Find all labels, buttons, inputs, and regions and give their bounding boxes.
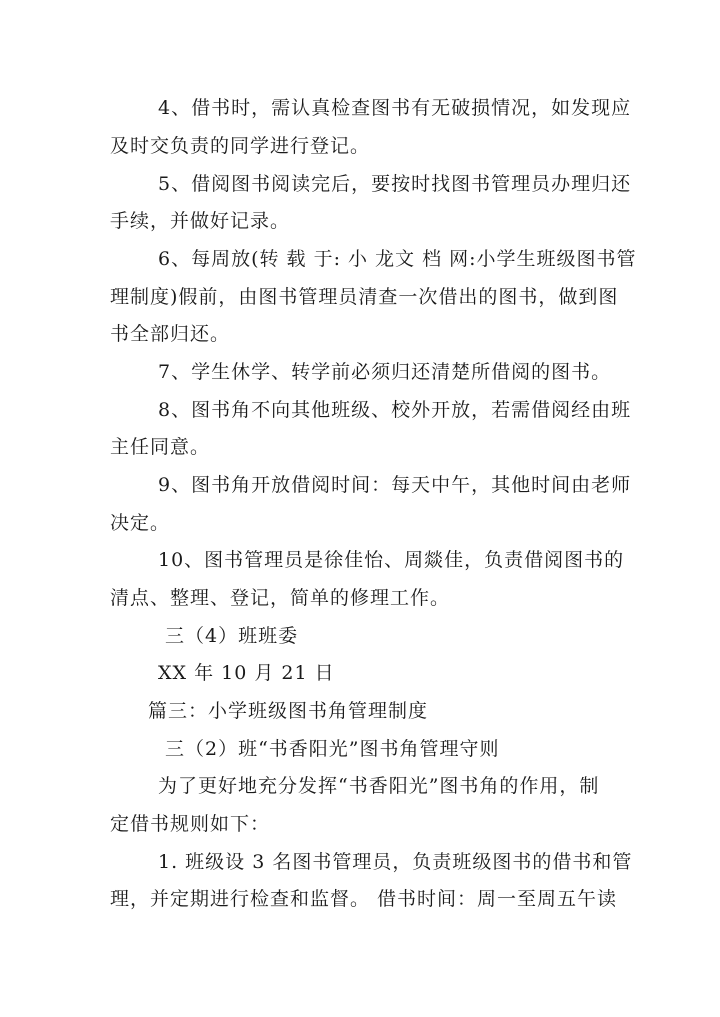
section-subheading: 三（2）班“书香阳光”图书角管理守则: [165, 738, 500, 760]
paragraph-line: 理，并定期进行检查和监督。 借书时间：周一至周五午读: [110, 888, 618, 910]
paragraph-line: 8、图书角不向其他班级、校外开放，若需借阅经由班: [158, 399, 632, 421]
paragraph-line: 清点、整理、登记，简单的修理工作。: [110, 587, 451, 609]
paragraph-line: 5、借阅图书阅读完后，要按时找图书管理员办理归还: [158, 173, 632, 195]
section-heading: 篇三：小学班级图书角管理制度: [148, 700, 429, 722]
paragraph-line: 书全部归还。: [110, 323, 231, 345]
paragraph-line: 1. 班级设 3 名图书管理员，负责班级图书的借书和管: [158, 851, 633, 873]
paragraph-line: 理制度)假前，由图书管理员清查一次借出的图书，做到图: [110, 286, 619, 308]
paragraph-line: 7、学生休学、转学前必须归还清楚所借阅的图书。: [158, 361, 612, 383]
signature-class: 三（4）班班委: [165, 625, 299, 647]
paragraph-line: 4、借书时，需认真检查图书有无破损情况，如发现应: [158, 97, 632, 119]
paragraph-line: 6、每周放(转 载 于: 小 龙文 档 网:小学生班级图书管: [158, 248, 637, 270]
paragraph-line: 及时交负责的同学进行登记。: [110, 135, 371, 157]
paragraph-line: 9、图书角开放借阅时间：每天中午，其他时间由老师: [158, 474, 632, 496]
paragraph-line: 决定。: [110, 512, 171, 534]
signature-date: XX 年 10 月 21 日: [158, 662, 335, 684]
paragraph-line: 主任同意。: [110, 436, 211, 458]
paragraph-line: 手续，并做好记录。: [110, 210, 291, 232]
paragraph-line: 定借书规则如下：: [110, 813, 271, 835]
paragraph-line: 10、图书管理员是徐佳怡、周燚佳，负责借阅图书的: [158, 549, 625, 571]
paragraph-line: 为了更好地充分发挥“书香阳光”图书角的作用，制: [158, 775, 600, 797]
